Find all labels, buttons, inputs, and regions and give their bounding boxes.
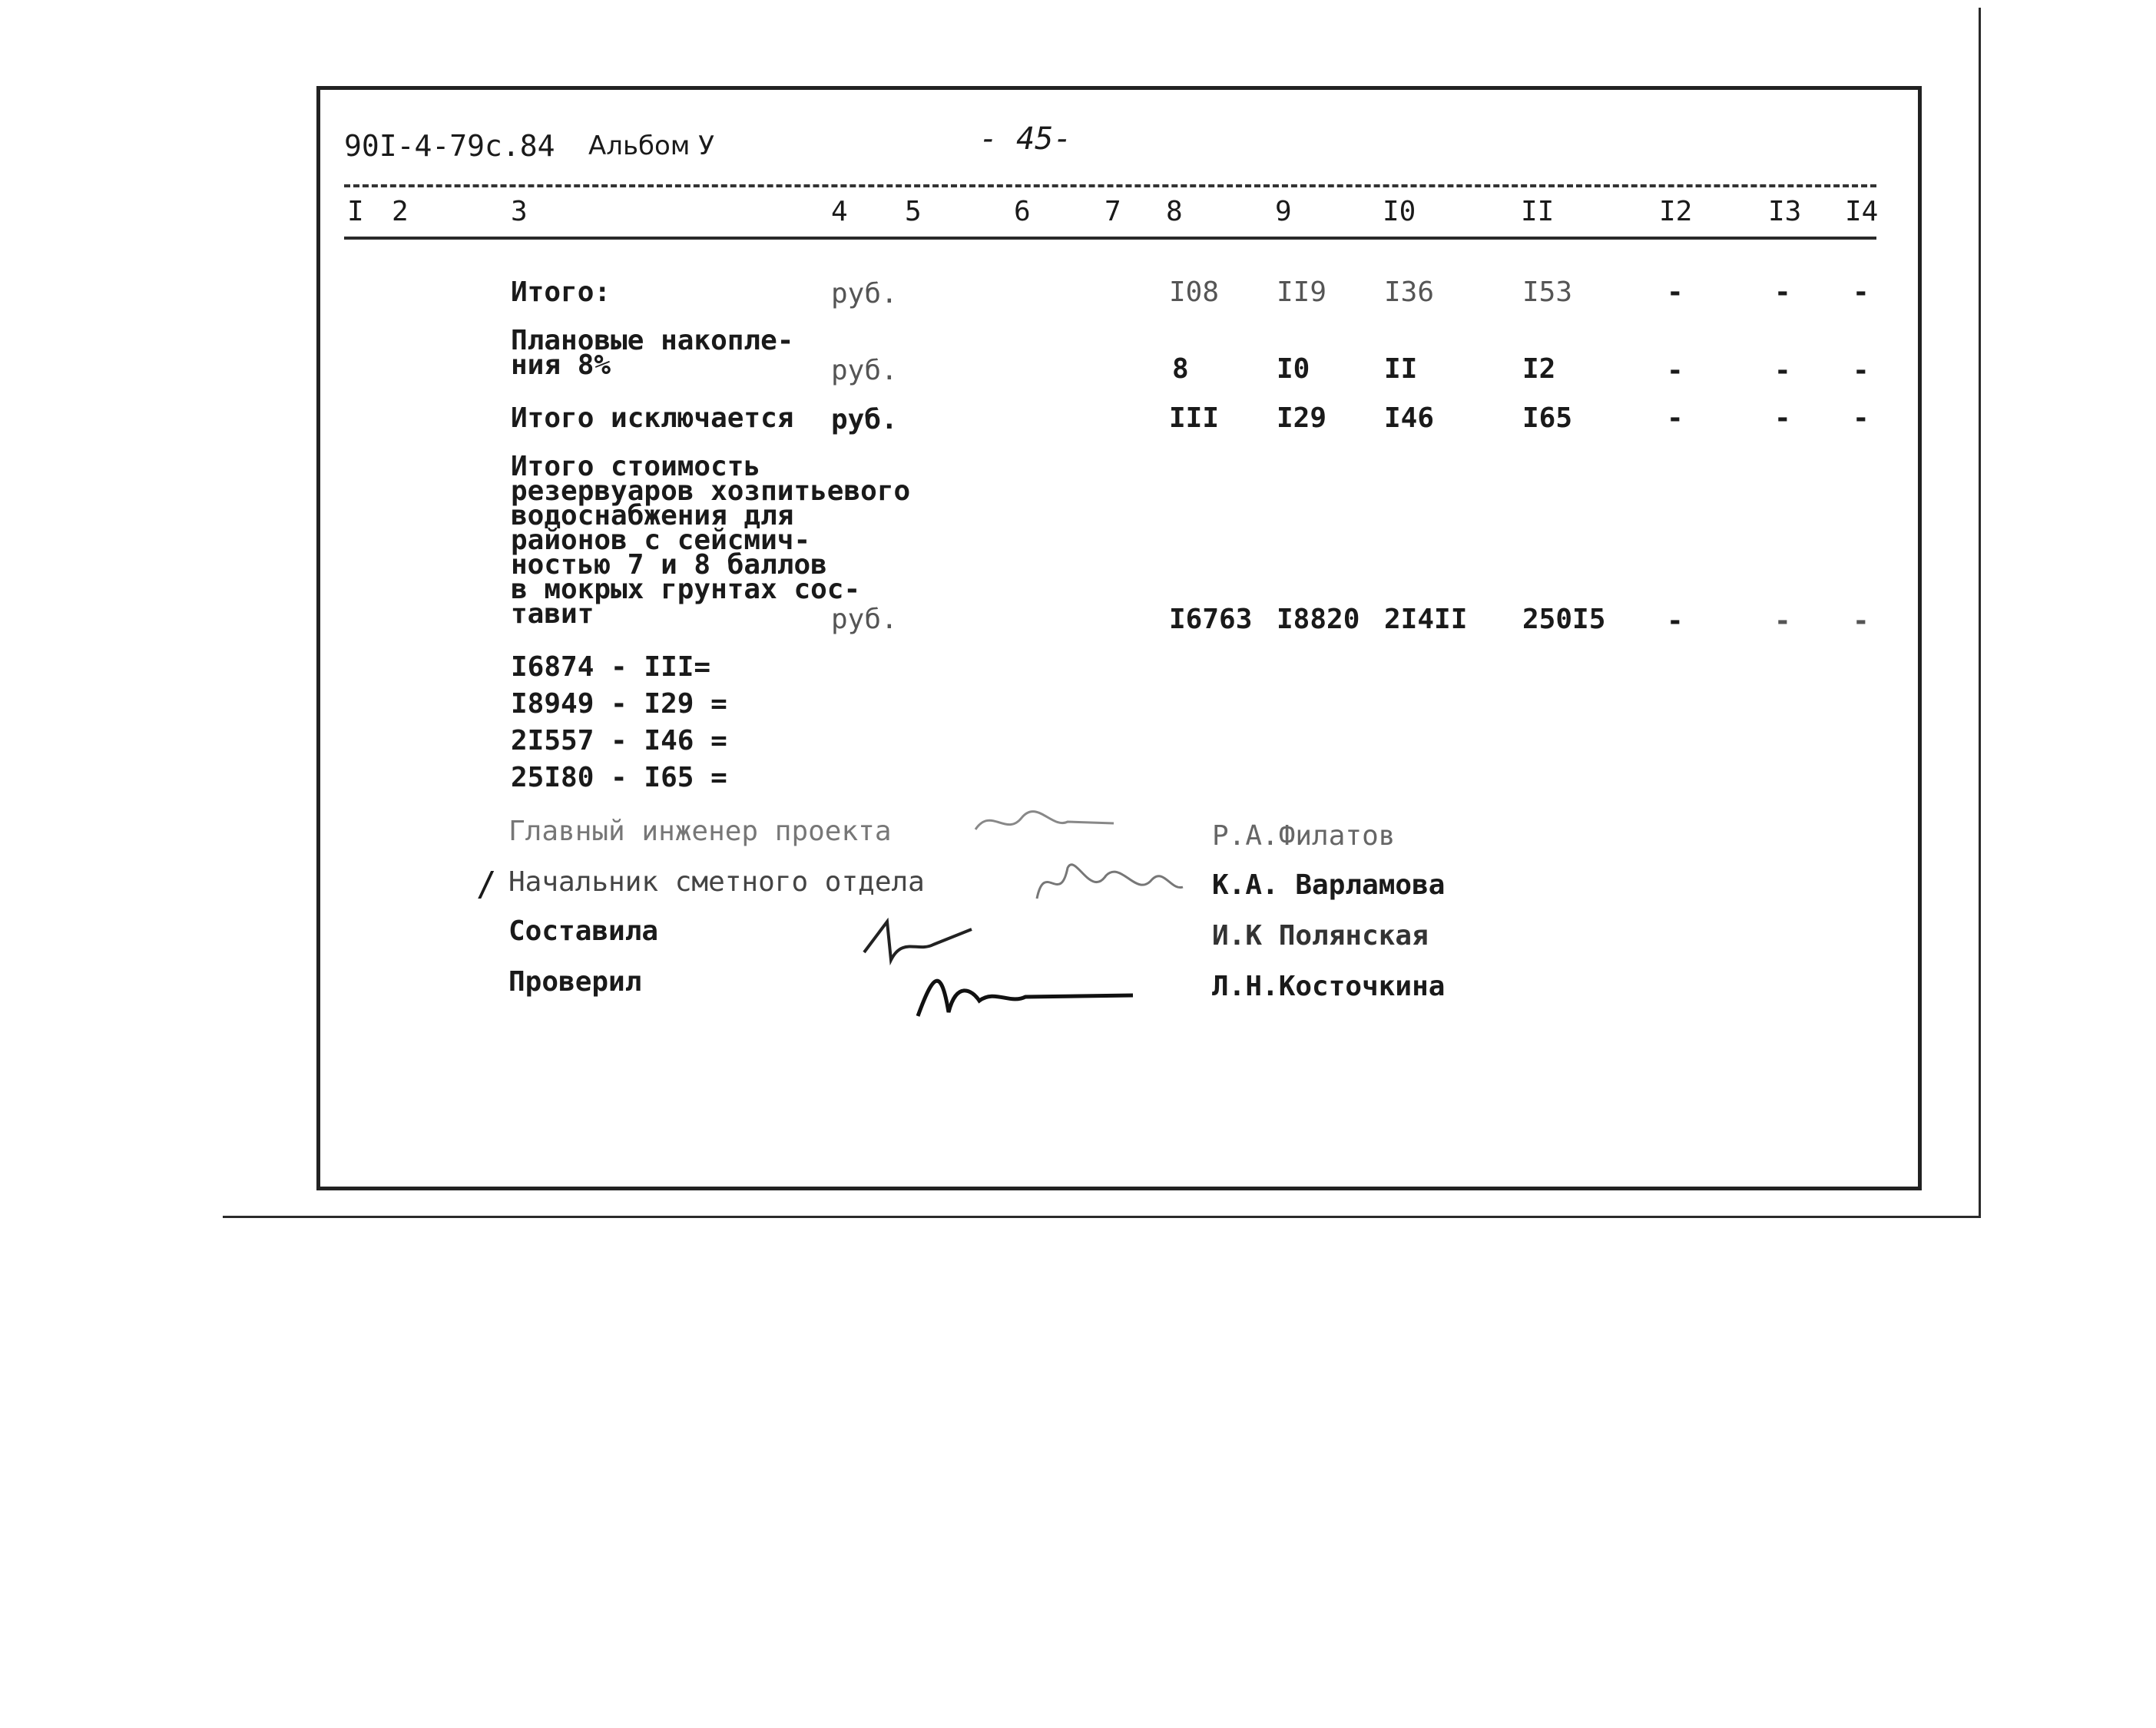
header-rule <box>344 184 1876 187</box>
total-col13: - <box>1774 276 1791 308</box>
excluded-col12: - <box>1667 402 1684 434</box>
column-header-rule <box>344 237 1876 240</box>
savings-col13: - <box>1774 355 1791 386</box>
col-number-7: 7 <box>1104 196 1121 227</box>
signer-position-estimate-head: Начальник сметного отдела <box>508 866 925 898</box>
calc-line-4: 25I80 - I65 = <box>511 762 727 793</box>
margin-slash-mark: / <box>476 865 497 904</box>
excluded-col13: - <box>1774 402 1791 434</box>
signer-position-compiled: Составила <box>508 915 659 947</box>
signature-checked <box>910 958 1141 1028</box>
row-unit-total: руб. <box>831 278 898 310</box>
cost-col11: 250I5 <box>1522 604 1606 635</box>
excluded-col9: I29 <box>1277 402 1327 434</box>
col-number-5: 5 <box>905 196 922 227</box>
row-label-planned-savings: Плановые накопле- ния 8% <box>511 325 794 381</box>
total-col9: II9 <box>1277 276 1327 308</box>
savings-col12: - <box>1667 355 1684 386</box>
row-unit-total-cost: руб. <box>831 604 898 635</box>
signer-position-chief-engineer: Главный инженер проекта <box>508 816 892 847</box>
signer-name-compiled: И.К Полянская <box>1212 920 1429 952</box>
signer-name-chief-engineer: Р.А.Филатов <box>1212 820 1396 852</box>
col-number-3: 3 <box>511 196 528 227</box>
cost-col8: I6763 <box>1169 604 1253 635</box>
calc-line-2: I8949 - I29 = <box>511 688 727 720</box>
savings-col11: I2 <box>1522 353 1556 385</box>
row-label-total: Итого: <box>511 276 611 308</box>
total-col10: I36 <box>1384 276 1435 308</box>
row-unit-total-excluded: руб. <box>831 404 898 435</box>
signer-name-estimate-head: К.А. Варламова <box>1212 869 1446 901</box>
col-number-13: I3 <box>1768 196 1802 227</box>
excluded-col10: I46 <box>1384 402 1435 434</box>
col-number-10: I0 <box>1383 196 1416 227</box>
cost-col10: 2I4II <box>1384 604 1468 635</box>
cost-col14: - <box>1853 605 1870 637</box>
signature-estimate-head <box>1022 845 1198 914</box>
album-label: Альбом У <box>588 131 714 161</box>
cost-col13: - <box>1774 605 1791 637</box>
cost-col9: I8820 <box>1277 604 1360 635</box>
col-number-6: 6 <box>1014 196 1031 227</box>
page-number: - 45- <box>979 121 1072 157</box>
calc-line-1: I6874 - III= <box>511 651 711 683</box>
excluded-col8: III <box>1169 402 1220 434</box>
col-number-4: 4 <box>831 196 848 227</box>
savings-col9: I0 <box>1277 353 1310 385</box>
savings-col8: 8 <box>1172 353 1189 385</box>
signer-position-checked: Проверил <box>508 966 642 998</box>
col-number-12: I2 <box>1659 196 1693 227</box>
calc-line-3: 2I557 - I46 = <box>511 725 727 756</box>
row-label-total-cost: Итого стоимость резервуаров хозпитьевого водоснабжения для районов с сейсмич- ностью 7 и 8 баллов в мокрых грунтах сос- тавит <box>511 451 911 630</box>
row-unit-planned-savings: руб. <box>831 355 898 386</box>
excluded-col11: I65 <box>1522 402 1573 434</box>
col-number-1: I <box>347 196 364 227</box>
col-number-14: I4 <box>1845 196 1879 227</box>
signature-chief-engineer <box>968 799 1121 845</box>
total-col11: I53 <box>1522 276 1573 308</box>
total-col12: - <box>1667 276 1684 308</box>
row-label-total-excluded: Итого исключается <box>511 402 794 434</box>
col-number-8: 8 <box>1166 196 1183 227</box>
total-col14: - <box>1853 276 1870 308</box>
signer-name-checked: Л.Н.Косточкина <box>1212 971 1446 1002</box>
col-number-2: 2 <box>392 196 409 227</box>
document-code: 90I-4-79с.84 <box>344 129 555 163</box>
cost-col12: - <box>1667 605 1684 637</box>
savings-col14: - <box>1853 355 1870 386</box>
col-number-11: II <box>1521 196 1555 227</box>
col-number-9: 9 <box>1275 196 1292 227</box>
total-col8: I08 <box>1169 276 1220 308</box>
savings-col10: II <box>1384 353 1418 385</box>
excluded-col14: - <box>1853 402 1870 434</box>
